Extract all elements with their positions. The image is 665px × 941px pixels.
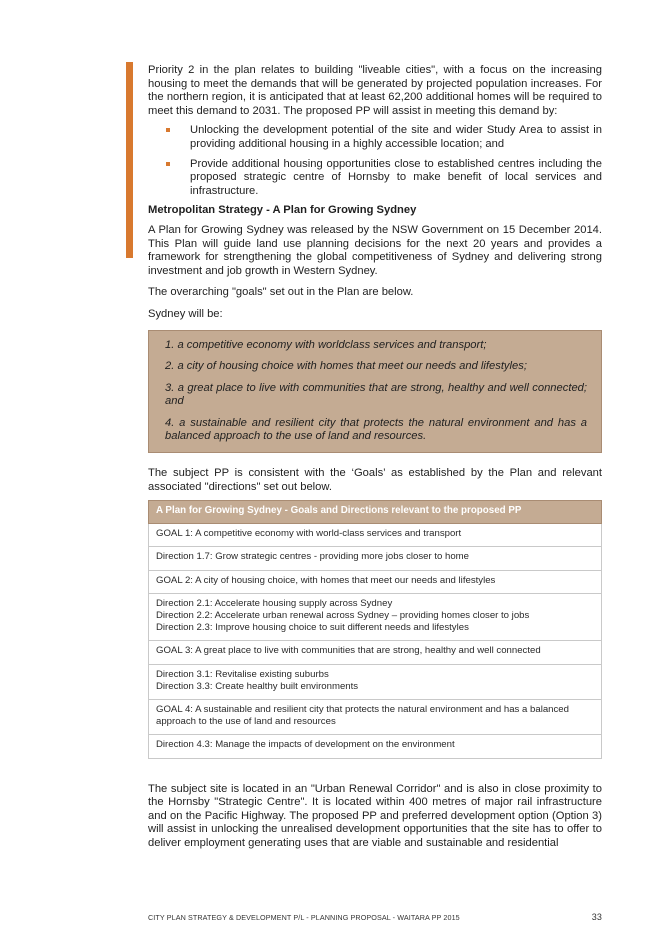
section-heading: Metropolitan Strategy - A Plan for Growing Sydney: [148, 204, 417, 217]
square-bullet-icon: [166, 162, 170, 166]
table-row: [149, 524, 602, 547]
footer-text: CITY PLAN STRATEGY & DEVELOPMENT P/L - PLANNING PROPOSAL - WAITARA PP 2015: [148, 913, 460, 922]
cell-line: GOAL 3: A great place to live with communities that are strong, healthy and well connected: [156, 645, 541, 657]
table-cell: [149, 700, 602, 735]
table-cell: [149, 593, 602, 641]
cell-line: GOAL 2: A city of housing choice, with homes that meet our needs and lifestyles: [156, 574, 496, 586]
intro-bullet-list: [148, 124, 602, 198]
cell-line: Direction 3.3: Create healthy built environments: [156, 680, 359, 692]
goals-intro: The overarching "goals" set out in the Plan are below.: [148, 286, 414, 299]
bullet-text: Provide additional housing opportunities close to established centres including the proposed strategic centre of Hornsby to make benefit of local services and infrastructure.: [190, 157, 602, 197]
goal-item: 1. a competitive economy with worldclass services and transport;: [165, 338, 487, 351]
cell-line: Direction 1.7: Grow strategic centres - providing more jobs closer to home: [156, 551, 469, 563]
page-footer: [148, 913, 602, 922]
cell-line: Direction 2.2: Accelerate urban renewal across Sydney – providing homes closer to jobs: [156, 610, 530, 622]
goal-item: 2. a city of housing choice with homes that meet our needs and lifestyles;: [165, 360, 527, 373]
table-row: [149, 735, 602, 758]
page-content: [148, 64, 602, 851]
table-row: [149, 641, 602, 664]
table-row: [149, 664, 602, 699]
table-cell: [149, 547, 602, 570]
sydney-will-be: Sydney will be:: [148, 307, 223, 320]
goals-directions-table: [148, 500, 602, 758]
square-bullet-icon: [166, 128, 170, 132]
cell-line: Direction 4.3: Manage the impacts of development on the environment: [156, 739, 455, 751]
intro-paragraph: Priority 2 in the plan relates to building "liveable cities", with a focus on the increasing housing to meet the demands that will be generated by projected population increases. For the northern region, it is anticipated that at least 62,200 additional homes will be required to meet this demand to 2031. The proposed PP will assist in meeting this demand by:: [148, 64, 602, 117]
closing-paragraph: The subject site is located in an "Urban Renewal Corridor" and is also in close proximity to the Hornsby "Strategic Centre". It is located within 400 metres of major rail infrastructure and on the Pacific Highway. The proposed PP and preferred development option (Option 3) will assist in unlocking the unrealised development opportunities that the site has to offer to deliver employment generating uses that are viable and sustainable and residential: [148, 782, 602, 850]
cell-line: GOAL 1: A competitive economy with world-class services and transport: [156, 528, 462, 540]
bullet-text: Unlocking the development potential of the site and wider Study Area to assist in providing additional housing in a highly accessible location; and: [190, 124, 602, 150]
list-item: [148, 124, 602, 151]
table-cell: [149, 570, 602, 593]
table-header: A Plan for Growing Sydney - Goals and Directions relevant to the proposed PP: [149, 501, 602, 524]
table-row: [149, 570, 602, 593]
metro-paragraph: A Plan for Growing Sydney was released by the NSW Government on 15 December 2014. This Plan will guide land use planning decisions for the next 20 years and provides a framework for strengthening the global competitiveness of Sydney and delivering strong investment and job growth in Western Sydney.: [148, 223, 602, 277]
goal-item: 4. a sustainable and resilient city that protects the natural environment and has a balanced approach to the use of land and resources.: [165, 416, 587, 443]
accent-bar: [126, 62, 133, 258]
consistent-paragraph: The subject PP is consistent with the ‘Goals’ as established by the Plan and relevant associated "directions" set out below.: [148, 467, 602, 493]
table-cell: [149, 641, 602, 664]
cell-line: Direction 2.1: Accelerate housing supply across Sydney: [156, 597, 393, 609]
cell-line: GOAL 4: A sustainable and resilient city that protects the natural environment and has a balanced approach to the use of land and resources: [156, 704, 569, 728]
goals-box: [148, 330, 602, 454]
goal-item: 3. a great place to live with communities that are strong, healthy and well connected; and: [165, 381, 587, 408]
table-row: [149, 593, 602, 641]
page-number: 33: [591, 912, 602, 922]
table-cell: [149, 664, 602, 699]
cell-line: Direction 2.3: Improve housing choice to suit different needs and lifestyles: [156, 622, 469, 634]
table-row: [149, 547, 602, 570]
table-row: [149, 700, 602, 735]
list-item: [148, 158, 602, 199]
cell-line: Direction 3.1: Revitalise existing suburbs: [156, 668, 329, 680]
table-cell: [149, 735, 602, 758]
table-cell: [149, 524, 602, 547]
